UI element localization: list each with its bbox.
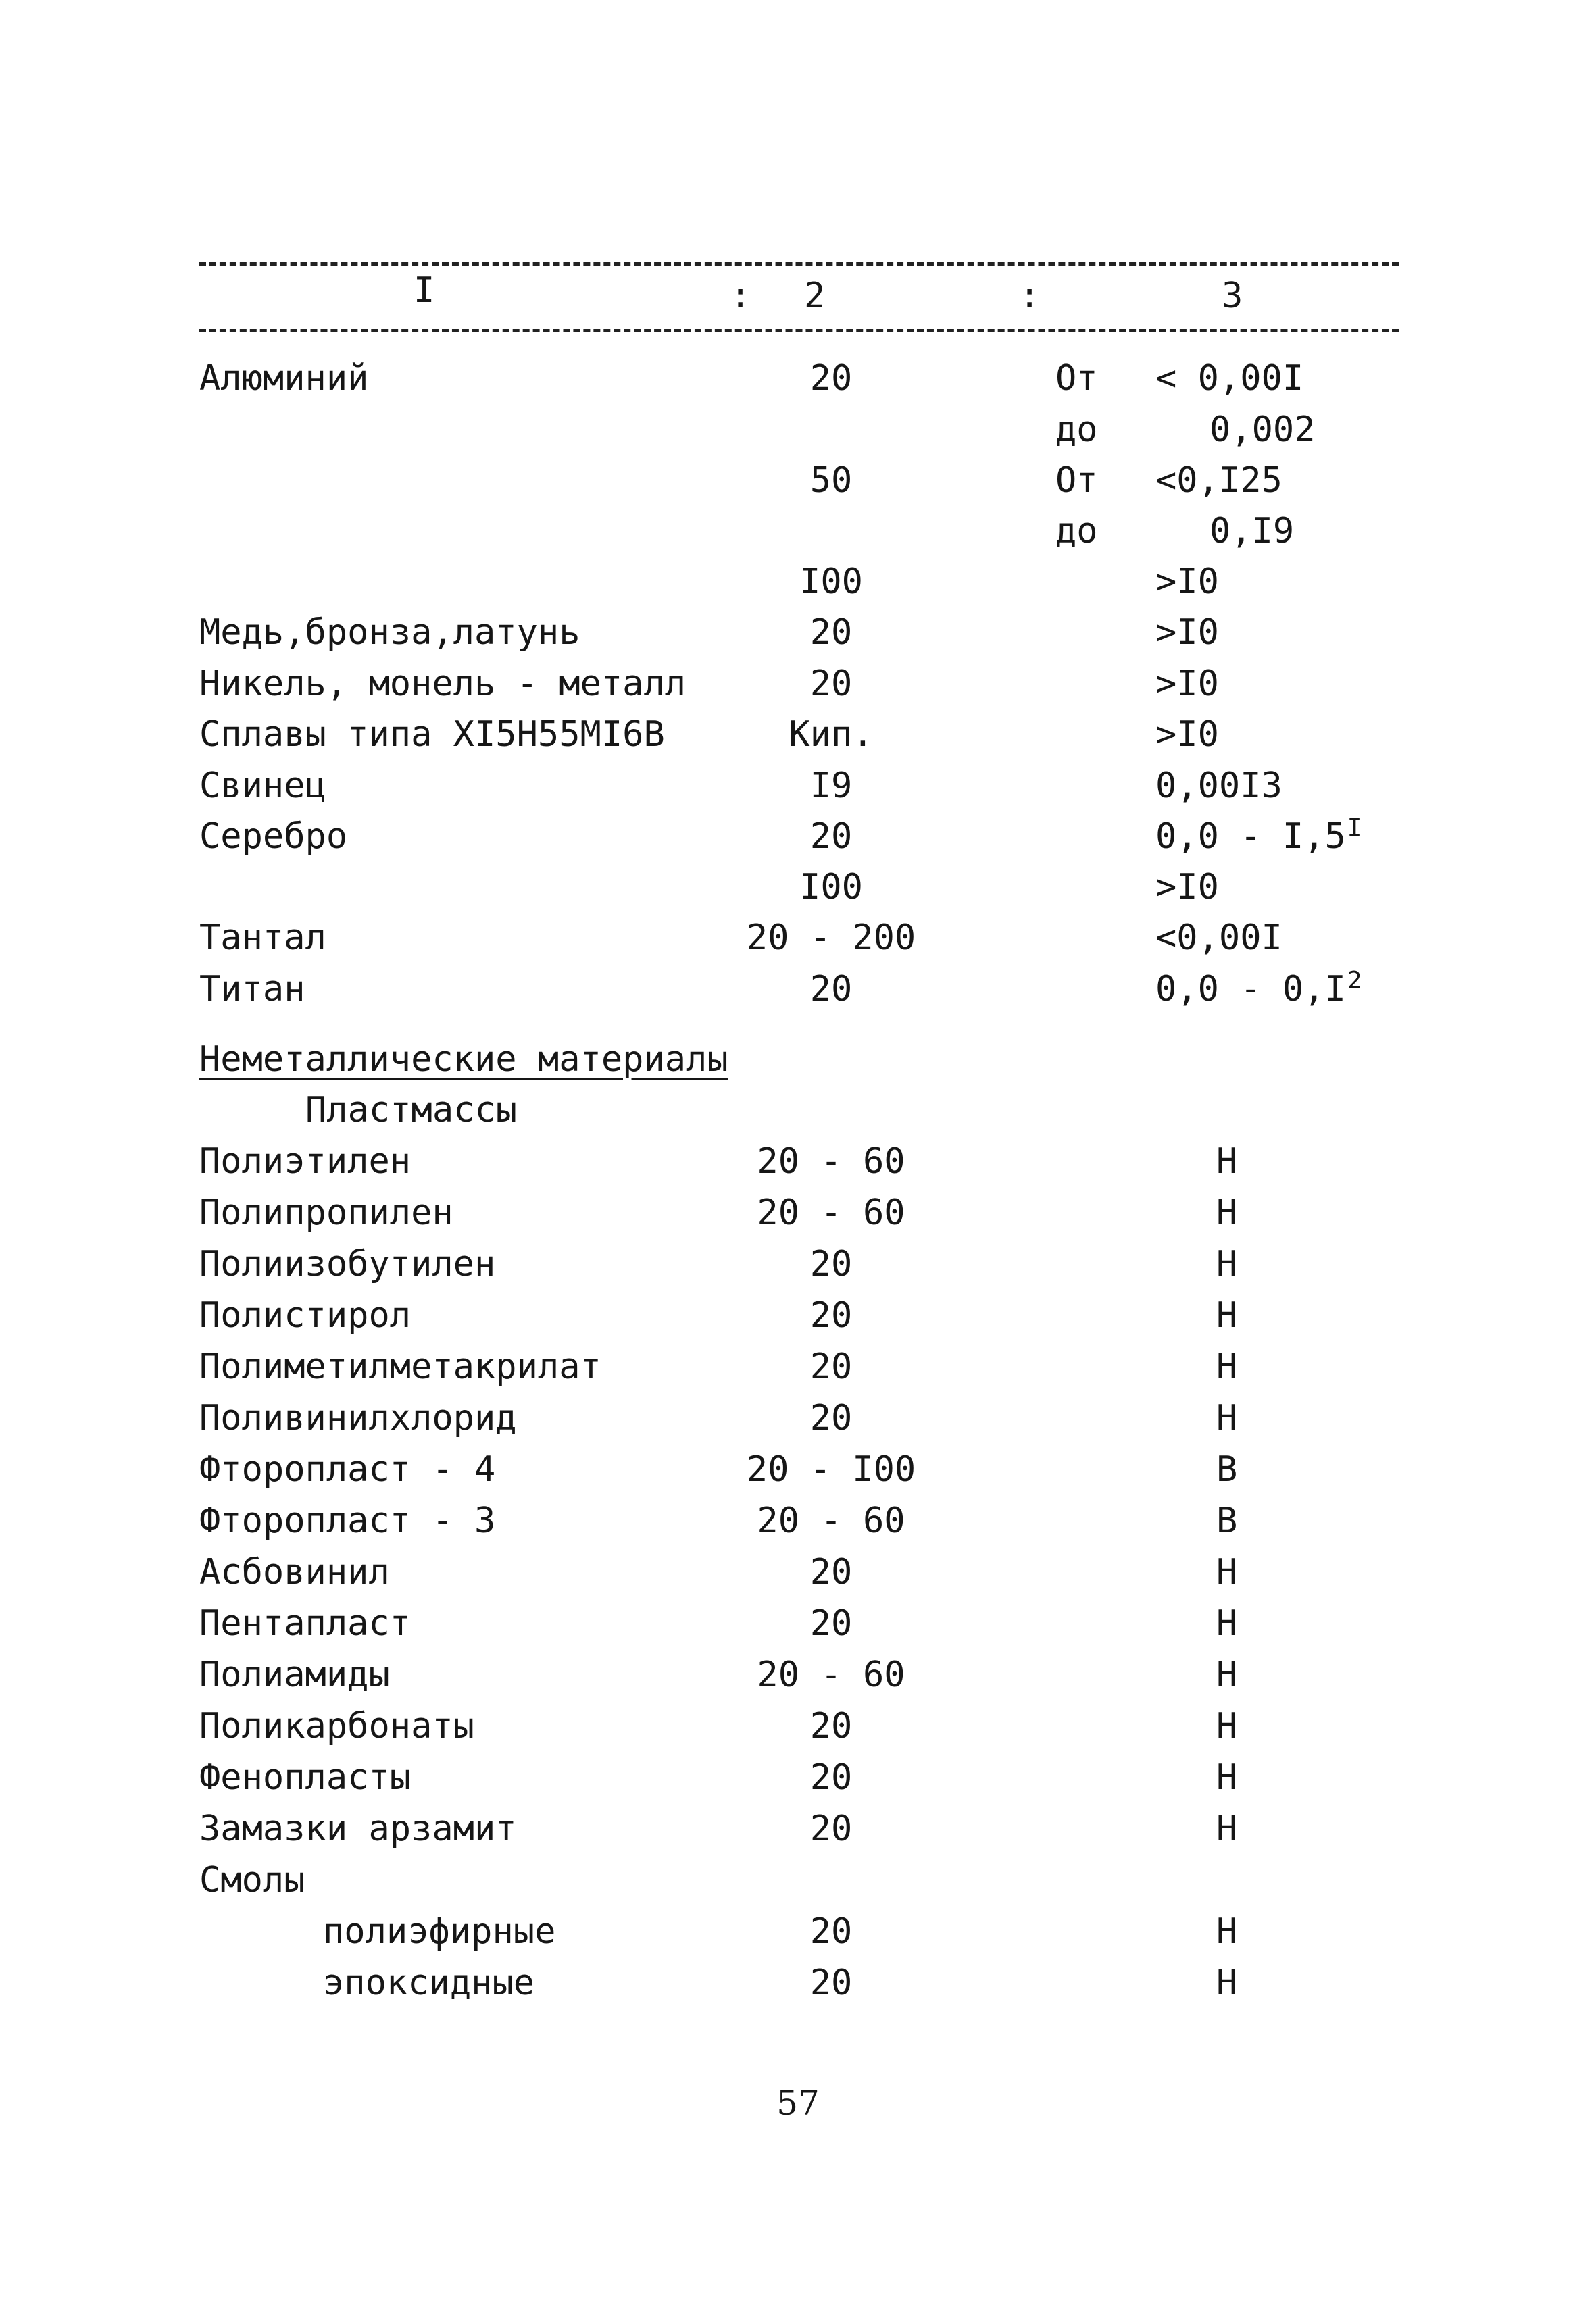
row-name: Асбовинил <box>199 1552 390 1592</box>
row-temp: 20 - 60 <box>757 1192 905 1233</box>
row-name: Полипропилен <box>199 1192 453 1233</box>
row-name: Медь,бронза,латунь <box>199 612 580 653</box>
row-value: 0,0 - I,5 <box>1155 816 1346 857</box>
section-title: Неметаллические материалы <box>199 1039 728 1080</box>
row-temp: I00 <box>799 561 863 602</box>
header-top-rule <box>199 262 1399 266</box>
row-value: >I0 <box>1155 867 1219 907</box>
row-name: Серебро <box>199 816 348 857</box>
row-name: Поливинилхлорид <box>199 1398 517 1438</box>
row-name: Сплавы типа XI5H55MI6B <box>199 714 665 755</box>
header-col3: 3 <box>1222 276 1243 316</box>
row-temp: 20 <box>809 1706 853 1746</box>
row-name: Алюминий <box>199 358 369 399</box>
row-name: эпоксидные <box>323 1963 535 2003</box>
row-name: Полиамиды <box>199 1655 390 1695</box>
row-value: Н <box>1216 1244 1238 1284</box>
row-name: Титан <box>199 969 305 1009</box>
row-value: Н <box>1216 1757 1238 1798</box>
row-range-prefix: От <box>1055 460 1098 501</box>
row-temp: 20 <box>809 663 853 704</box>
header-col2: 2 <box>804 276 826 316</box>
footnote-mark: I <box>1347 814 1362 842</box>
row-value: Н <box>1216 1706 1238 1746</box>
row-temp: 20 <box>809 1963 853 2003</box>
row-temp: 20 <box>809 816 853 857</box>
row-value: 0,I9 <box>1210 511 1295 551</box>
row-temp: 20 - 60 <box>757 1141 905 1182</box>
row-value: >I0 <box>1155 663 1219 704</box>
header-sep1: : <box>730 276 751 316</box>
row-name: Фторопласт - 4 <box>199 1449 496 1490</box>
row-value: Н <box>1216 1655 1238 1695</box>
row-temp: 20 <box>809 1757 853 1798</box>
row-temp: 20 - I00 <box>746 1449 916 1490</box>
row-name: Свинец <box>199 765 326 806</box>
row-value: >I0 <box>1155 714 1219 755</box>
row-temp: 20 - 60 <box>757 1501 905 1541</box>
row-value: В <box>1216 1449 1238 1490</box>
row-value-with-note <box>1155 816 1362 857</box>
row-name: Полиизобутилен <box>199 1244 496 1284</box>
row-temp: 20 <box>809 1603 853 1644</box>
row-range-prefix: От <box>1055 358 1098 399</box>
row-value: Н <box>1216 1347 1238 1387</box>
row-name: Поликарбонаты <box>199 1706 474 1746</box>
row-value: Н <box>1216 1141 1238 1182</box>
row-value: Н <box>1216 1809 1238 1849</box>
row-temp: 20 <box>809 358 853 399</box>
row-value: Н <box>1216 1398 1238 1438</box>
row-value: В <box>1216 1501 1238 1541</box>
row-temp: 20 <box>809 1911 853 1952</box>
row-range-prefix: до <box>1055 511 1098 551</box>
row-value: <0,I25 <box>1155 460 1282 501</box>
row-name: Полиэтилен <box>199 1141 412 1182</box>
row-temp: 20 <box>809 1398 853 1438</box>
row-value: Н <box>1216 1603 1238 1644</box>
row-name: Полистирол <box>199 1295 412 1336</box>
row-temp: 20 <box>809 612 853 653</box>
row-name: Фенопласты <box>199 1757 412 1798</box>
row-value: Н <box>1216 1911 1238 1952</box>
row-temp: 20 <box>809 1552 853 1592</box>
row-temp: I9 <box>809 765 853 806</box>
page-number: 57 <box>776 2084 820 2123</box>
header-col1: I <box>414 270 435 311</box>
header-bottom-rule <box>199 329 1399 332</box>
row-temp: 20 - 200 <box>746 917 916 958</box>
row-temp: Кип. <box>789 714 874 755</box>
row-value: < 0,00I <box>1155 358 1304 399</box>
row-name: Никель, монель - металл <box>199 663 687 704</box>
row-temp: 20 <box>809 1347 853 1387</box>
row-value: >I0 <box>1155 612 1219 653</box>
row-temp: 20 <box>809 1295 853 1336</box>
row-value: 0,0 - 0,I <box>1155 969 1346 1009</box>
row-name: Фторопласт - 3 <box>199 1501 496 1541</box>
row-name: Смолы <box>199 1860 305 1901</box>
row-temp: 20 <box>809 969 853 1009</box>
row-temp: 50 <box>809 460 853 501</box>
row-temp: 20 <box>809 1244 853 1284</box>
row-temp: I00 <box>799 867 863 907</box>
row-value: Н <box>1216 1295 1238 1336</box>
row-temp: 20 - 60 <box>757 1655 905 1695</box>
footnote-mark: 2 <box>1347 967 1362 995</box>
row-name: Тантал <box>199 917 326 958</box>
row-value-with-note <box>1155 969 1362 1009</box>
row-value: Н <box>1216 1552 1238 1592</box>
row-name: Замазки арзамит <box>199 1809 517 1849</box>
row-value: >I0 <box>1155 561 1219 602</box>
row-value: Н <box>1216 1192 1238 1233</box>
section-subtitle: Пластмассы <box>305 1090 518 1130</box>
row-value: <0,00I <box>1155 917 1282 958</box>
row-value: 0,002 <box>1210 409 1316 450</box>
row-value: 0,00I3 <box>1155 765 1282 806</box>
row-name: полиэфирные <box>323 1911 556 1952</box>
row-name: Полиметилметакрилат <box>199 1347 601 1387</box>
row-name: Пентапласт <box>199 1603 412 1644</box>
header-sep2: : <box>1019 276 1041 316</box>
row-value: Н <box>1216 1963 1238 2003</box>
row-temp: 20 <box>809 1809 853 1849</box>
row-range-prefix: до <box>1055 409 1098 450</box>
